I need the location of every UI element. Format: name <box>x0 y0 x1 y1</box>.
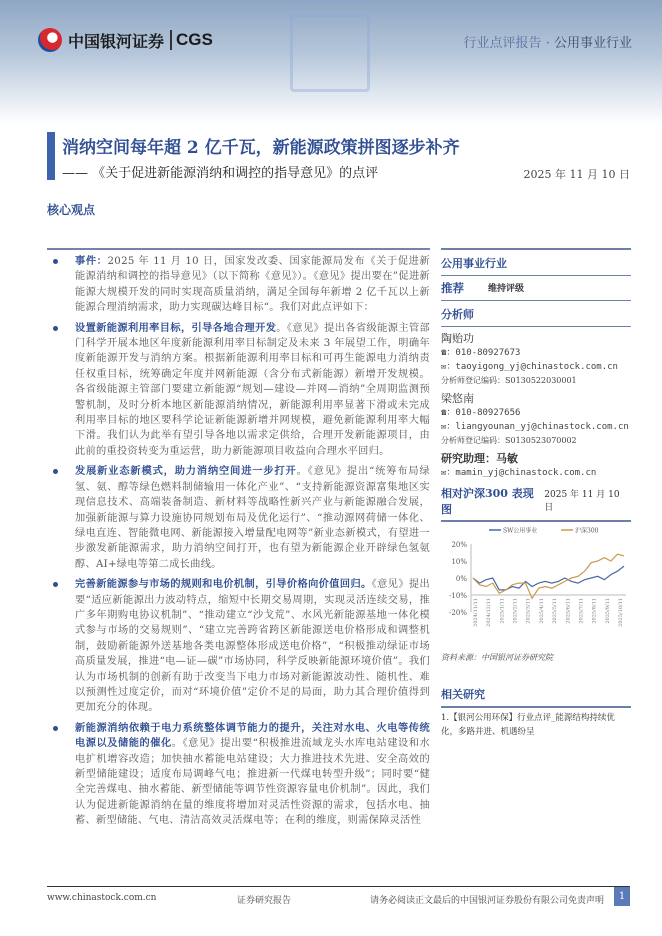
bullet-icon <box>53 326 58 331</box>
assistant-email[interactable]: ✉：mamin_yj@chinastock.com.cn <box>441 467 597 478</box>
list-item <box>47 464 430 572</box>
x-tick-label: 2025/1/11 <box>499 598 506 624</box>
x-tick-label: 2025/3/11 <box>525 598 532 624</box>
series-line <box>473 554 624 598</box>
separator: · <box>545 36 550 51</box>
related-label: 相关研究 <box>441 688 485 701</box>
sidebar-industry: 公用事业行业 <box>441 256 507 270</box>
x-tick-label: 2024/11/11 <box>473 598 479 627</box>
performance-chart <box>441 522 631 647</box>
x-tick-label: 2025/9/11 <box>604 598 611 624</box>
y-tick-label: -20% <box>449 609 467 617</box>
y-tick-label: 20% <box>451 541 467 549</box>
bullet-icon <box>53 582 58 587</box>
chart-date: 2025 年 11 月 10 日 <box>544 489 620 513</box>
item-body: 《意见》提出要“适应新能源出力波动特点，缩短中长期交易周期，实现灵活连续交易，推广多年期购电协议机制”、“推动建立“沙戈荒”、水风光新能源基地一体化模式参与市场的交易规则”、“建立完善跨省跨区新能源送电价格形成和调整机制，鼓励新能源外送基地各类电源整体形成送电价格”，“积极推动绿证市场高质量发展，推进“电—证—碳”市场协同，科学反映新能源环境价值”。我们认为市场机制的创新有助于改变当下电力市场对新能源波动性、随机性、难以预测性过度定价，而对“环境价值”定价不足的局面，助力其合理价值得到更加充分的体现。 <box>75 579 430 714</box>
y-tick-label: 10% <box>451 558 467 566</box>
item-body: 。《意见》提出要“积极推进流域龙头水库电站建设和水电扩机增容改造；加快抽水蓄能电站建设；大力推进技术先进、安全高效的新型储能建设；适度布局调峰气电；推进新一代煤电转型升级”；同时要“健全完善煤电、抽水蓄能、新型储能等调节性资源容量电价机制”。因此，我们认为促进新能源消纳在量的维度将增加对灵活性资源的需求，包括水电、抽蓄、新型储能、气电、清洁高效灵活煤电等；在利的维度，则需保障灵活性 <box>75 738 431 827</box>
bullet-icon <box>53 469 58 474</box>
x-tick-label: 2025/6/11 <box>565 598 572 624</box>
page-subtitle: —— 《关于促进新能源消纳和调控的指导意见》的点评 <box>62 166 379 181</box>
footer-url[interactable]: www.chinastock.com.cn <box>47 893 157 903</box>
bullet-icon <box>53 259 58 264</box>
footer <box>47 886 630 906</box>
core-label: 核心观点 <box>47 203 96 217</box>
report-date: 2025 年 11 月 10 日 <box>523 168 630 181</box>
sidebar <box>441 248 631 739</box>
item-head: 完善新能源参与市场的规则和电价机制，引导价格向价值回归。 <box>75 578 372 591</box>
assistant-name: 研究助理：马敏 <box>441 451 518 465</box>
legend-label: SW公用事业 <box>503 527 538 535</box>
analyst-card <box>441 387 631 447</box>
rating-value: 维持评级 <box>488 284 525 294</box>
rating-row <box>441 276 631 300</box>
analyst-label: 分析师 <box>441 307 474 321</box>
analyst-email[interactable]: ✉：taoyigong_yj@chinastock.com.cn <box>441 361 618 372</box>
item-body: 。《意见》提出各省级能源主管部门科学开展本地区年度新能源利用率目标制定及未来 3 年展望工作，明确年度新能源开发与消纳方案。根据新能源利用率目标和可再生能源电力消纳责任权重目标，统筹确定年度并网新能源（含分布式新能源）新增开发规模。各省级能源主管部门要建立新能源“规划—建设—并网—消纳”全周期监测预警机制，及时分析本地区新能源消纳情况，新能源利用率显著下滑或未完成利用率目标的地区要科学论证新能源新增并网规模，避免新能源利用率大幅下滑。我们认为此举有望引导各地以需求定供给，合理开发新能源项目，由此前的重投资转变为重运营，助力新能源项目收益向合理水平回归。 <box>75 322 430 457</box>
chart-source: 资料来源：中国银河证券研究院 <box>441 653 553 662</box>
brand-en: CGS <box>170 30 213 50</box>
related-link[interactable]: 1.【银河公用环保】行业点评_能源结构持续优化，多路并进、机遇纷呈 <box>441 712 615 737</box>
brand-name: 中国银河证券 <box>68 31 165 51</box>
logo <box>38 28 213 52</box>
x-tick-label: 2025/2/11 <box>512 598 519 624</box>
analyst-reg: 分析师登记编码：S0130523070002 <box>441 435 577 445</box>
item-head: 设置新能源利用率目标，引导各地合理开发 <box>75 321 277 334</box>
analyst-reg: 分析师登记编码：S0130522030001 <box>441 375 577 385</box>
item-body: 。《意见》提出“统筹布局绿氢、氨、醇等绿色燃料制储输用一体化产业”、“支持新能源资源富集地区实现信息技术、高端装备制造、新材料等战略性新兴产业与新能源融合发展，加强新能源与算力设施协同规划布局及优化运行”、“推动源网荷储一体化、绿电直连、智能微电网、新能源接入增量配电网等”新业态新模式，有望进一步激发新能源需求，助力消纳空间打开，也有望为新能源企业开辟绿色氢氨醇、AI+绿电等第二成长曲线。 <box>75 466 431 570</box>
header-banner <box>0 0 662 125</box>
divider <box>47 248 430 250</box>
analyst-email[interactable]: ✉：liangyounan_yj@chinastock.com.cn <box>441 421 629 432</box>
chart-title: 相对沪深300 表现图 <box>441 486 534 516</box>
page-number: 1 <box>614 887 630 906</box>
bullet-icon <box>53 726 58 731</box>
x-tick-label: 2025/5/11 <box>552 598 559 624</box>
title-accent <box>47 132 55 180</box>
item-head: 新能源消纳依赖于电力系统整体调节能力的提升，关注对水电、火电等传统电源以及储能的催化 <box>75 721 430 750</box>
x-tick-label: 2024/12/11 <box>486 598 493 627</box>
list-item <box>47 321 430 460</box>
logo-icon <box>38 28 62 52</box>
footer-disclaimer: 请务必阅读正文最后的中国银河证券股份有限公司免责声明 <box>370 896 605 906</box>
footer-type: 证券研究报告 <box>237 896 292 906</box>
analyst-name: 梁悠南 <box>441 391 474 405</box>
x-tick-label: 2025/7/11 <box>578 598 585 624</box>
chart-header <box>441 480 631 520</box>
legend-label: 沪深300 <box>575 527 599 535</box>
item-head: 事件： <box>75 255 108 267</box>
industry: 公用事业行业 <box>553 36 632 51</box>
analyst-phone: ☎：010-80927673 <box>441 347 521 358</box>
list-item <box>47 721 430 829</box>
main-content <box>47 254 430 834</box>
x-tick-label: 2025/8/11 <box>591 598 598 624</box>
report-category <box>464 32 632 51</box>
series-line <box>473 566 624 590</box>
x-tick-label: 2025/4/11 <box>538 598 545 624</box>
list-item <box>47 577 430 716</box>
item-head: 发展新业态新模式，助力消纳空间进一步打开 <box>75 465 297 478</box>
x-tick-label: 2025/10/11 <box>618 598 624 627</box>
report-type: 行业点评报告 <box>463 36 542 51</box>
analyst-card <box>441 327 631 387</box>
rating-label: 推荐 <box>441 280 464 295</box>
analyst-name: 陶贻功 <box>441 331 474 345</box>
analyst-phone: ☎：010-80927656 <box>441 407 521 418</box>
y-tick-label: -10% <box>449 592 467 600</box>
page-title: 消纳空间每年超 2 亿千瓦，新能源政策拼图逐步补齐 <box>62 138 460 158</box>
item-body: 2025 年 11 月 10 日，国家发改委、国家能源局发布《关于促进新能源消纳和调控的指导意见》（以下简称《意见》）。《意见》提出要在”促进新能源大规模开发的同时实现高质量消纳，满足全国每年新增 2 亿千瓦以上新能源合理消纳需求，助力实现碳达峰目标“。我们对此点评如下： <box>75 256 430 314</box>
y-tick-label: 0% <box>455 575 467 583</box>
cgs-watermark <box>290 14 370 92</box>
list-item <box>47 254 430 316</box>
